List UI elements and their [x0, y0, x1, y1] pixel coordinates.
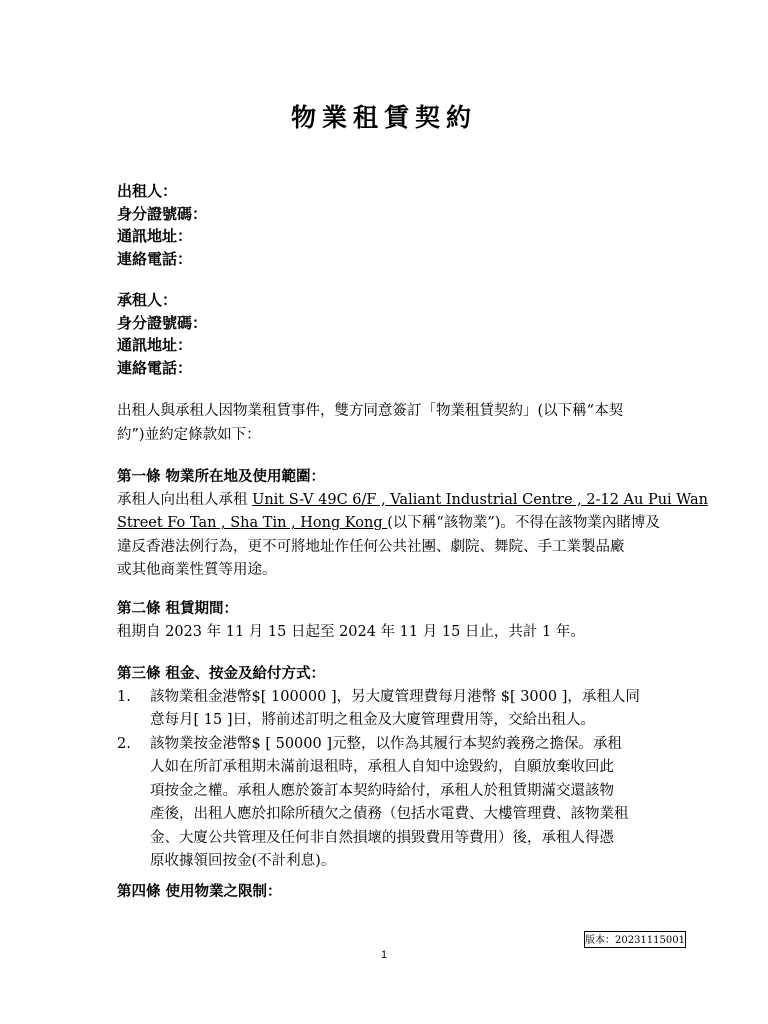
- article-4: [117, 880, 657, 904]
- list-item-line: 意每月[ 15 ]日，將前述訂明之租金及大廈管理費用等，交給出租人。: [150, 712, 595, 728]
- property-address-part1: Unit S-V 49C 6/F , Valiant Industrial Centre , 2-12 Au Pui Wan: [252, 491, 708, 508]
- tenant-address-label: 通訊地址：: [117, 336, 193, 354]
- article-1-line: 違反香港法例行為，更不可將地址作任何公共社團、劇院、舞院、手工業製品廠: [117, 538, 625, 555]
- landlord-phone-label: 連絡電話：: [117, 249, 193, 268]
- list-item-line: 人如在所訂承租期未滿前退租時，承租人自知中途毀約，自願放棄收回此: [150, 759, 614, 775]
- list-item-line: 產後，出租人應於扣除所積欠之債務（包括水電費、大樓管理費、該物業租: [150, 806, 629, 822]
- article-4-heading: 第四條 使用物業之限制：: [117, 883, 282, 900]
- article-1-heading: 第一條 物業所在地及使用範圍：: [117, 468, 326, 485]
- list-item-line: 該物業按金港幣$ [ 50000 ]元整，以作為其履行本契約義務之擔保。承租: [150, 735, 622, 752]
- list-item-line: 原收據領回按金(不計利息)。: [150, 853, 336, 869]
- list-item: [117, 686, 657, 733]
- article-1-suffix: (以下稱“該物業”)。不得在該物業內賭博及: [387, 515, 660, 531]
- list-item: [117, 733, 657, 874]
- intro-line: 出租人與承租人因物業租賃事件，雙方同意簽訂「物業租賃契約」(以下稱“本契: [117, 403, 624, 419]
- tenant-name-label: 承租人：: [117, 291, 178, 309]
- list-item-line: 項按金之權。承租人應於簽訂本契約時給付，承租人於租賃期滿交還該物: [150, 782, 614, 799]
- landlord-address-label: 通訊地址：: [117, 227, 193, 245]
- tenant-id-label: 身分證號碼：: [117, 313, 208, 332]
- intro-line: 約”)並約定條款如下：: [117, 426, 261, 443]
- article-2: [117, 597, 657, 644]
- landlord-section: [117, 180, 657, 270]
- list-item-line: 金、大廈公共管理及任何非自然損壞的損毀費用等費用）後，承租人得憑: [150, 829, 614, 846]
- landlord-name-label: 出租人：: [117, 182, 178, 200]
- page-number: 1: [380, 949, 388, 961]
- intro-paragraph: [117, 400, 657, 447]
- property-address-part2: Street Fo Tan , Sha Tin , Hong Kong: [117, 515, 388, 531]
- article-3: [117, 662, 657, 874]
- list-item-line: 該物業租金港幣$[ 100000 ]，另大廈管理費每月港幣 $[ 3000 ]，承租人同: [150, 688, 640, 705]
- article-2-heading: 第二條 租賃期間：: [117, 600, 239, 617]
- tenant-section: [117, 289, 657, 379]
- article-1-prefix: 承租人向出租人承租: [117, 491, 253, 508]
- article-1-line: 或其他商業性質等用途。: [117, 562, 277, 578]
- document-title: 物業租賃契約: [290, 103, 477, 132]
- article-1-line: [117, 489, 708, 513]
- article-1: [117, 465, 708, 583]
- article-1-line: [117, 512, 660, 536]
- version-box: 版本：20231115001: [584, 931, 686, 948]
- list-item-number: 2.: [117, 735, 131, 752]
- lease-period-text: 租期自 2023 年 11 月 15 日起至 2024 年 11 月 15 日止，共計 1 年。: [117, 623, 585, 640]
- tenant-phone-label: 連絡電話：: [117, 358, 193, 377]
- article-3-heading: 第三條 租金、按金及給付方式：: [117, 665, 326, 682]
- list-item-number: 1.: [117, 688, 131, 705]
- landlord-id-label: 身分證號碼：: [117, 204, 208, 223]
